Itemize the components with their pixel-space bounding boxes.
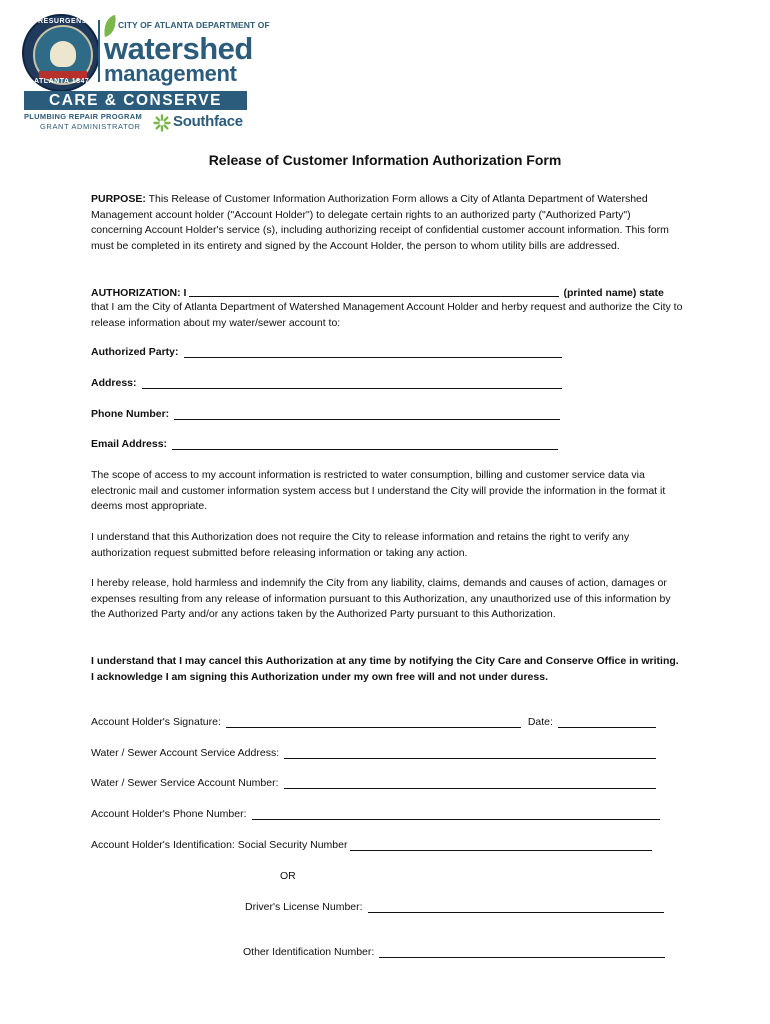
email-row xyxy=(91,438,558,450)
date-field[interactable] xyxy=(558,716,656,728)
seal-inner xyxy=(33,25,93,85)
authorized-party-label: Authorized Party: xyxy=(91,346,179,358)
signature-field[interactable] xyxy=(226,716,521,728)
phoenix-icon xyxy=(50,41,76,67)
authorization-suffix: (printed name) state xyxy=(563,287,664,299)
management-wordmark: management xyxy=(104,61,237,86)
ssn-row xyxy=(91,839,652,851)
email-field[interactable] xyxy=(172,438,558,450)
service-address-row xyxy=(91,747,656,759)
southface-sun-icon xyxy=(153,114,171,132)
purpose-label: PURPOSE: xyxy=(91,193,146,205)
signature-label: Account Holder's Signature: xyxy=(91,716,221,728)
printed-name-field[interactable] xyxy=(189,285,559,297)
care-conserve-banner: CARE & CONSERVE xyxy=(24,91,247,110)
other-id-label: Other Identification Number: xyxy=(243,946,375,958)
cancel-paragraph: I understand that I may cancel this Authorization at any time by notifying the City Care and Conserve Office in writing. I acknowledge I am signing this Authorization under my own free will and not under duress. xyxy=(91,655,679,683)
or-separator: OR xyxy=(280,870,296,882)
purpose-paragraph xyxy=(91,192,683,254)
other-id-field[interactable] xyxy=(379,946,665,958)
phone-label: Phone Number: xyxy=(91,408,170,420)
service-account-field[interactable] xyxy=(284,777,656,789)
holder-phone-label: Account Holder's Phone Number: xyxy=(91,808,247,820)
southface-wordmark: Southface xyxy=(173,113,243,130)
email-label: Email Address: xyxy=(91,438,168,450)
city-seal-logo xyxy=(22,14,100,92)
drivers-license-label: Driver's License Number: xyxy=(245,901,363,913)
phone-row xyxy=(91,408,560,420)
org-line: CITY OF ATLANTA DEPARTMENT OF xyxy=(118,20,270,30)
signature-row xyxy=(91,716,656,728)
understand-paragraph: I understand that this Authorization does not require the City to release information and retains the right to verify any authorization request submitted before releasing information or taking any action. xyxy=(91,531,630,559)
address-row xyxy=(91,377,562,389)
logo-divider xyxy=(98,20,100,82)
watershed-wordmark: watershed xyxy=(104,31,253,66)
service-address-field[interactable] xyxy=(284,747,656,759)
registered-mark: ® xyxy=(90,66,95,72)
holder-phone-field[interactable] xyxy=(252,808,660,820)
program-line: PLUMBING REPAIR PROGRAM xyxy=(24,112,143,121)
address-field[interactable] xyxy=(142,377,562,389)
authorization-text: that I am the City of Atlanta Department of Watershed Management Account Holder and herby request and authorize the City to release information about my water/sewer account to: xyxy=(91,301,683,329)
authorized-party-row xyxy=(91,346,562,358)
other-id-row xyxy=(243,946,665,958)
authorization-label: AUTHORIZATION: I xyxy=(91,287,187,299)
grant-administrator-line: GRANT ADMINISTRATOR xyxy=(40,122,141,131)
authorization-line xyxy=(91,285,683,299)
purpose-text: This Release of Customer Information Authorization Form allows a City of Atlanta Department of Watershed Management account holder ("Account Holder") to delegate certain rights to an authorized party ("Authorized Party") concerning Account Holder's service (s), including authorizing receipt of confidential customer account information. This form must be completed in its entirety and signed by the Account Holder, the person to whom utility bills are addressed. xyxy=(91,193,669,252)
authorized-party-field[interactable] xyxy=(184,346,562,358)
seal-bottom-text: ATLANTA 1847 xyxy=(34,78,90,85)
phone-field[interactable] xyxy=(174,408,560,420)
service-account-row xyxy=(91,777,656,789)
service-address-label: Water / Sewer Account Service Address: xyxy=(91,747,280,759)
seal-top-text: RESURGENS xyxy=(38,18,87,25)
holder-phone-row xyxy=(91,808,660,820)
scope-paragraph: The scope of access to my account information is restricted to water consumption, billing and customer service data via electronic mail and customer information system access but I understand the City will provide the information in the format it deems most appropriate. xyxy=(91,469,666,512)
drivers-license-field[interactable] xyxy=(368,901,664,913)
address-label: Address: xyxy=(91,377,137,389)
identification-label: Account Holder's Identification: Social Security Number xyxy=(91,839,348,851)
ssn-field[interactable] xyxy=(350,839,652,851)
date-label: Date: xyxy=(527,716,553,728)
form-title: Release of Customer Information Authorization Form xyxy=(208,152,562,168)
drivers-license-row xyxy=(245,901,664,913)
release-paragraph: I hereby release, hold harmless and indemnify the City from any liability, claims, demands and causes of action, damages or expenses resulting from any release of information pursuant to this Authorization, any unauthorized use of this information by the Authorized Party and/or any actions taken by the Authorized Party pursuant to this Authorization. xyxy=(91,577,671,620)
service-account-label: Water / Sewer Service Account Number: xyxy=(91,777,279,789)
